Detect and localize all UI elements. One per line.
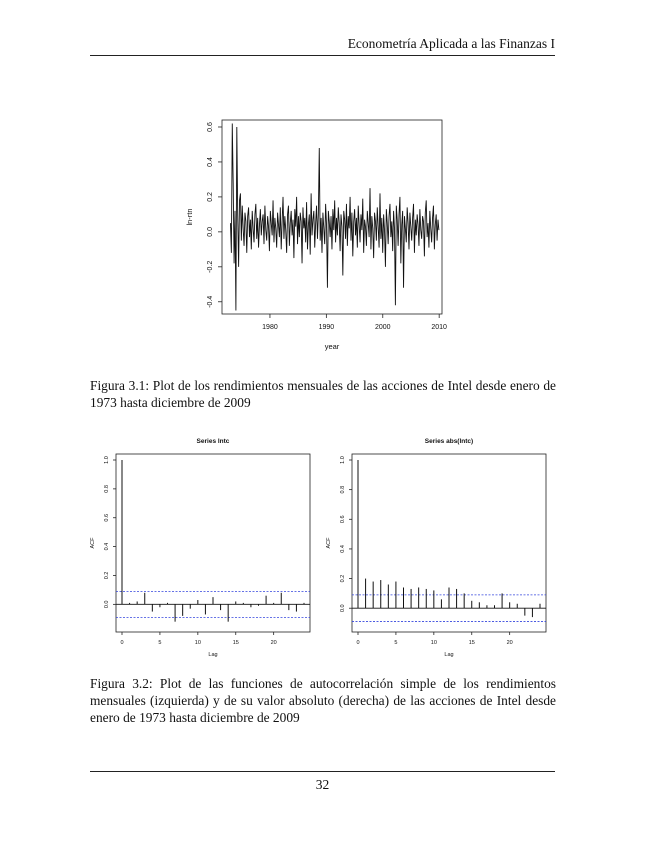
acf-returns-chart xyxy=(80,432,318,660)
x-tick-label: 1980 xyxy=(262,324,278,331)
y-tick-label: 0.6 xyxy=(340,515,346,524)
x-tick-label: 1990 xyxy=(318,324,335,331)
y-axis-label: ACF xyxy=(326,537,332,549)
x-tick-label: 2000 xyxy=(374,324,391,331)
y-tick-label: 0.6 xyxy=(207,122,214,132)
x-tick-label: 15 xyxy=(232,640,239,646)
x-axis-label: year xyxy=(324,342,340,351)
chart-title: Series abs(lntc) xyxy=(424,438,474,445)
y-tick-label: -0.2 xyxy=(207,260,214,273)
page-number: 32 xyxy=(315,777,330,792)
y-axis-label: ACF xyxy=(90,537,96,549)
x-tick-label: 20 xyxy=(506,640,513,646)
chart-title: Series lntc xyxy=(196,438,230,445)
x-tick-label: 2010 xyxy=(431,324,447,331)
y-axis-label: ln-rtn xyxy=(185,208,194,226)
y-tick-label: 0.8 xyxy=(340,485,346,494)
y-tick-label: 0.0 xyxy=(207,226,214,237)
x-tick-label: 20 xyxy=(270,640,277,646)
x-tick-label: 10 xyxy=(194,640,201,646)
y-tick-label: 0.2 xyxy=(104,571,110,580)
plot-frame xyxy=(116,454,310,632)
x-tick-label: 0 xyxy=(120,640,124,646)
figure-3-2-caption: Figura 3.2: Plot de las funciones de autocorrelación simple de los rendimientos mensuales (izquierda) y de su valor absoluto (derecha) de las acciones de Intel desde enero de 1973 hasta diciembre de 2009 xyxy=(90,676,556,725)
footer-rule xyxy=(90,771,555,772)
y-tick-label: 1.0 xyxy=(104,456,110,464)
running-header: Econometría Aplicada a las Finanzas I xyxy=(347,36,555,51)
y-tick-label: 0.4 xyxy=(104,542,110,551)
x-axis-label: Lag xyxy=(208,652,218,658)
y-tick-label: 0.0 xyxy=(104,600,110,609)
x-tick-label: 5 xyxy=(158,640,162,646)
y-tick-label: 0.2 xyxy=(207,192,214,202)
y-tick-label: 0.2 xyxy=(340,574,346,583)
x-tick-label: 15 xyxy=(468,640,475,646)
x-tick-label: 10 xyxy=(430,640,437,646)
y-tick-label: -0.4 xyxy=(207,295,214,308)
y-tick-label: 0.4 xyxy=(207,157,214,167)
y-tick-label: 1.0 xyxy=(340,456,346,464)
y-tick-label: 0.0 xyxy=(340,604,346,613)
acf-abs-returns-chart xyxy=(316,432,556,660)
header-rule xyxy=(90,55,555,56)
x-tick-label: 0 xyxy=(356,640,360,646)
y-tick-label: 0.8 xyxy=(104,485,110,493)
x-axis-label: Lag xyxy=(444,652,454,658)
returns-time-series-chart xyxy=(180,112,460,357)
y-tick-label: 0.4 xyxy=(340,545,346,553)
figure-3-1-caption: Figura 3.1: Plot de los rendimientos mensuales de las acciones de Intel desde enero de 1973 hasta diciembre de 2009 xyxy=(90,378,556,410)
x-tick-label: 5 xyxy=(394,640,398,646)
y-tick-label: 0.6 xyxy=(104,513,110,522)
returns-series-line xyxy=(230,124,438,311)
